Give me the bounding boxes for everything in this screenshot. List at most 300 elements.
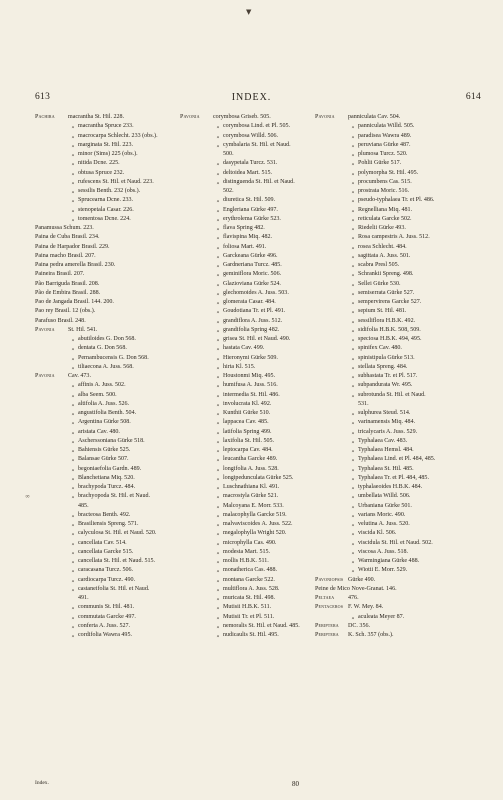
- index-entry: [180, 261, 318, 270]
- ditto-mark: „: [351, 437, 355, 444]
- index-entry: [35, 520, 175, 529]
- ditto-mark: „: [216, 456, 220, 463]
- index-entry: [35, 511, 175, 520]
- margin-mark: ∞: [25, 493, 30, 500]
- genus-heading: Pentaceros: [315, 604, 344, 611]
- entry-text: laxifolia St. Hil. 505.: [223, 437, 275, 444]
- index-entry: [180, 381, 318, 390]
- ditto-mark: „: [71, 567, 75, 574]
- index-entry: [315, 132, 485, 141]
- index-entry: [35, 446, 175, 455]
- index-entry: [315, 585, 485, 594]
- entry-text: Riedelii Gürke 493.: [358, 225, 406, 231]
- ditto-mark: „: [71, 215, 75, 222]
- entry-text: tricalycaris A. Juss. 529.: [358, 428, 418, 435]
- entry-text: cancellata Garcke 515.: [78, 548, 134, 555]
- entry-text: malvaviscoides A. Juss. 522.: [223, 521, 293, 527]
- index-entry: [35, 317, 175, 326]
- entry-text: calyculosa St. Hil. et Naud. 520.: [78, 530, 157, 537]
- index-entry: [180, 178, 318, 187]
- entry-text: hirta Kl. 515.: [223, 363, 256, 370]
- entry-text: K. Sch. 357 (obs.).: [348, 632, 394, 638]
- entry-text: Mutisii Tr. et Pl. 511.: [223, 613, 275, 620]
- index-entry: [35, 344, 175, 353]
- footer-label: Index.: [35, 780, 49, 786]
- entry-text: spinifex Cav. 480.: [358, 345, 402, 352]
- index-entry: [180, 566, 318, 575]
- entry-text: Houstonmi Miq. 495.: [223, 373, 276, 379]
- ditto-mark: „: [216, 326, 220, 333]
- entry-text: spinistipula Gürke 513.: [358, 354, 415, 361]
- index-entry: [315, 446, 485, 455]
- index-entry: [35, 132, 175, 141]
- ditto-mark: „: [351, 234, 355, 241]
- entry-text: grandifolia Spring 482.: [223, 326, 280, 333]
- index-entry: [35, 298, 175, 307]
- ditto-mark: „: [216, 308, 220, 315]
- entry-text: Pao rey Brasil. 12 (obs.).: [35, 308, 96, 315]
- index-entry: [35, 215, 175, 224]
- index-entry: [315, 594, 485, 603]
- ditto-mark: „: [71, 151, 75, 157]
- ditto-mark: „: [216, 622, 220, 629]
- index-entry: [35, 465, 175, 474]
- index-entry: [315, 150, 485, 159]
- ditto-mark: „: [71, 530, 75, 537]
- index-entry: [35, 196, 175, 205]
- entry-text: sidifolia H.B.K. 508, 509.: [358, 326, 421, 333]
- entry-text: hastata Cav. 499.: [223, 345, 265, 352]
- entry-text: subpandurata Wr. 495.: [358, 382, 413, 389]
- entry-text: sempervirens Garcke 527.: [358, 299, 422, 305]
- entry-text: glechomoides A. Juss. 503.: [223, 289, 289, 296]
- entry-text: sulphurea Steud. 514.: [358, 410, 411, 416]
- entry-text: DC. 356.: [348, 622, 371, 629]
- ditto-mark: „: [71, 141, 75, 148]
- ditto-mark: „: [216, 252, 220, 259]
- index-entry: [315, 196, 485, 205]
- index-entry: [315, 206, 485, 215]
- index-entry: [315, 280, 485, 289]
- index-entry: [180, 613, 318, 622]
- index-entry: [315, 474, 485, 483]
- entry-text: Paina de Harpador Brasil. 229.: [35, 243, 110, 250]
- entry-text: macrocarpa Schlecht. 233 (obs.).: [78, 132, 158, 139]
- ditto-mark: „: [216, 225, 220, 231]
- ditto-mark: „: [216, 585, 220, 592]
- ditto-mark: „: [216, 197, 220, 204]
- index-entry: [315, 631, 485, 640]
- entry-text: humifusa A. Juss. 516.: [223, 382, 278, 389]
- entry-text: nitida Dcne. 225.: [78, 160, 120, 167]
- index-entry: [180, 483, 318, 492]
- index-entry: [315, 520, 485, 529]
- ditto-mark: „: [216, 447, 220, 453]
- entry-text: montana Garcke 522.: [223, 576, 275, 583]
- ditto-mark: „: [216, 400, 220, 407]
- ditto-mark: „: [216, 123, 220, 130]
- entry-text: peruviana Gürke 487.: [358, 141, 411, 148]
- index-entry: [35, 289, 175, 298]
- ditto-mark: „: [216, 521, 220, 527]
- entry-text: communis St. Hil. 481.: [78, 604, 135, 611]
- index-entry: [315, 141, 485, 150]
- entry-text: paradisea Wawra 489.: [358, 132, 412, 139]
- ditto-mark: „: [351, 558, 355, 564]
- entry-text: 500.: [223, 151, 234, 157]
- index-entry: [180, 307, 318, 316]
- index-entry: [35, 391, 175, 400]
- entry-text: minor (Sims) 225 (obs.).: [78, 151, 138, 157]
- index-entry: [180, 243, 318, 252]
- ditto-mark: „: [351, 336, 355, 342]
- entry-text: Kunthii Gürke 510.: [223, 410, 271, 416]
- ditto-mark: „: [351, 567, 355, 574]
- ditto-mark: „: [351, 178, 355, 185]
- index-column-1: [35, 113, 175, 640]
- ditto-mark: „: [216, 382, 220, 389]
- entry-text: typhalaeoides H.B.K. 484.: [358, 484, 423, 490]
- index-entry: [315, 465, 485, 474]
- index-entry: [180, 437, 318, 446]
- index-entry: [180, 196, 318, 205]
- entry-text: monatherica Cas. 488.: [223, 567, 278, 574]
- ditto-mark: „: [351, 215, 355, 222]
- index-entry: [35, 548, 175, 557]
- entry-text: erythrolema Gürke 523.: [223, 215, 281, 222]
- entry-text: caracasana Turcz. 506.: [78, 567, 134, 574]
- ditto-mark: „: [71, 178, 75, 185]
- ditto-mark: „: [216, 465, 220, 472]
- index-entry: [180, 298, 318, 307]
- index-entry: [180, 400, 318, 409]
- ditto-mark: „: [216, 271, 220, 278]
- entry-text: St. Hil. 541.: [68, 326, 98, 333]
- entry-text: foliosa Mart. 491.: [223, 243, 267, 250]
- ditto-mark: „: [351, 447, 355, 453]
- ditto-mark: „: [351, 252, 355, 259]
- entry-text: Mutisii H.B.K. 511.: [223, 604, 272, 611]
- index-entry: [180, 159, 318, 168]
- index-entry: [35, 400, 175, 409]
- entry-text: glomerata Casar. 484.: [223, 299, 276, 305]
- ditto-mark: „: [351, 169, 355, 176]
- ditto-mark: „: [351, 419, 355, 426]
- entry-text: Goudotiana Tr. et Pl. 491.: [223, 308, 286, 315]
- ditto-mark: „: [71, 428, 75, 435]
- entry-text: grandiflora A. Juss. 512.: [223, 317, 283, 324]
- index-entry: [35, 437, 175, 446]
- ditto-mark: „: [351, 151, 355, 157]
- entry-text: affinis A. Juss. 502.: [78, 382, 126, 389]
- index-entry: [35, 233, 175, 242]
- entry-text: Urbaniana Gürke 501.: [358, 502, 412, 509]
- ditto-mark: „: [351, 132, 355, 139]
- genus-heading: Periptera: [315, 632, 339, 638]
- index-entry: [315, 576, 485, 585]
- entry-text: pseudo-typhalaea Tr. et Pl. 486.: [358, 197, 435, 204]
- index-entry: [35, 261, 175, 270]
- ditto-mark: „: [351, 511, 355, 518]
- ditto-mark: „: [216, 613, 220, 620]
- entry-text: cordifolia Wawra 495.: [78, 632, 132, 638]
- index-entry: [315, 243, 485, 252]
- ditto-mark: „: [216, 215, 220, 222]
- entry-text: obtusa Spruce 232.: [78, 169, 125, 176]
- genus-heading: Peltaea: [315, 595, 335, 601]
- entry-text: corymbosa Griseb. 505.: [213, 114, 271, 120]
- entry-text: Argentina Gürke 508.: [78, 419, 131, 426]
- index-entry: [315, 483, 485, 492]
- index-entry: [315, 289, 485, 298]
- entry-text: Pão de Embira Brasil. 288.: [35, 289, 101, 296]
- index-entry: [315, 335, 485, 344]
- index-entry: [35, 372, 175, 381]
- index-entry: [180, 539, 318, 548]
- ditto-mark: „: [71, 400, 75, 407]
- index-entry: [315, 261, 485, 270]
- index-entry: [315, 428, 485, 437]
- ditto-mark: „: [71, 447, 75, 453]
- index-entry: [315, 344, 485, 353]
- entry-text: muricata St. Hil. 498.: [223, 595, 276, 601]
- index-entry: [35, 187, 175, 196]
- index-entry: [180, 576, 318, 585]
- genus-heading: Pavonia: [180, 114, 200, 120]
- index-entry: [35, 178, 175, 187]
- ditto-mark: „: [216, 336, 220, 342]
- ditto-mark: „: [351, 363, 355, 370]
- index-entry: [35, 631, 175, 640]
- entry-text: leucantha Garcke 489.: [223, 456, 278, 463]
- index-entry: [180, 529, 318, 538]
- index-entry: [180, 344, 318, 353]
- entry-text: brachypoda Turcz. 484.: [78, 484, 136, 490]
- index-entry: [35, 428, 175, 437]
- entry-text: rosea Schlecht. 484.: [358, 243, 407, 250]
- entry-text: Cav. 473.: [68, 373, 91, 379]
- entry-text: umbellata Willd. 506.: [358, 493, 411, 500]
- entry-text: Engleriana Gürke 497.: [223, 206, 278, 213]
- ditto-mark: „: [351, 243, 355, 250]
- ditto-mark: „: [216, 567, 220, 574]
- index-entry: [315, 224, 485, 233]
- ditto-mark: „: [71, 493, 75, 500]
- entry-text: 491.: [78, 595, 89, 601]
- index-entry: [35, 502, 175, 511]
- index-entry: [315, 566, 485, 575]
- entry-text: speciosa H.B.K. 494, 495.: [358, 336, 422, 342]
- index-entry: [35, 113, 175, 122]
- index-entry: [35, 307, 175, 316]
- index-entry: [35, 613, 175, 622]
- ditto-mark: „: [71, 382, 75, 389]
- entry-text: distinguenda St. Hil. et Naud.: [223, 178, 295, 185]
- page-number-left: 613: [35, 92, 51, 102]
- entry-text: 485.: [78, 502, 89, 509]
- entry-text: flava Spring 482.: [223, 225, 265, 231]
- index-entry: [35, 585, 175, 594]
- index-entry: [180, 502, 318, 511]
- index-entry: [315, 326, 485, 335]
- entry-text: Paina macho Brasil. 207.: [35, 252, 96, 259]
- index-entry: [35, 492, 175, 501]
- ditto-mark: „: [71, 206, 75, 213]
- index-entry: [315, 400, 485, 409]
- ditto-mark: „: [216, 539, 220, 546]
- entry-text: Garckeana Gürke 496.: [223, 252, 278, 259]
- index-entry: [180, 428, 318, 437]
- entry-text: varians Moric. 490.: [358, 511, 406, 518]
- index-entry: [180, 585, 318, 594]
- index-entry: [35, 252, 175, 261]
- entry-text: Warmingiana Gürke 488.: [358, 558, 420, 564]
- entry-text: Pohlii Gürke 517.: [358, 160, 402, 167]
- ditto-mark: „: [351, 188, 355, 194]
- entry-text: cymbalaria St. Hil. et Naud.: [223, 141, 291, 148]
- entry-text: conferta A. Juss. 527.: [78, 622, 131, 629]
- ditto-mark: „: [216, 576, 220, 583]
- ditto-mark: „: [216, 280, 220, 287]
- entry-text: intermedia St. Hil. 486.: [223, 391, 280, 398]
- entry-text: Peine de Mico Nove-Granat. 146.: [315, 585, 397, 592]
- entry-text: lappacea Cav. 485.: [223, 419, 269, 426]
- entry-text: sagittata A. Juss. 501.: [358, 252, 411, 259]
- ditto-mark: „: [216, 428, 220, 435]
- entry-text: Paina pedra amerella Brasil. 230.: [35, 262, 116, 268]
- entry-text: Schrankii Spreng. 498.: [358, 271, 414, 278]
- index-entry: [180, 548, 318, 557]
- index-entry: [180, 622, 318, 631]
- ditto-mark: „: [216, 484, 220, 490]
- index-entry: [315, 307, 485, 316]
- index-entry: [180, 187, 318, 196]
- ditto-mark: „: [71, 521, 75, 527]
- entry-text: velutina A. Juss. 520.: [358, 521, 410, 527]
- ditto-mark: „: [71, 558, 75, 564]
- ditto-mark: „: [351, 289, 355, 296]
- ditto-mark: „: [351, 123, 355, 130]
- index-entry: [315, 298, 485, 307]
- ditto-mark: „: [71, 345, 75, 352]
- index-entry: [180, 150, 318, 159]
- ditto-mark: „: [351, 484, 355, 490]
- ditto-mark: „: [351, 326, 355, 333]
- index-column-2: [180, 113, 318, 640]
- index-entry: [35, 483, 175, 492]
- index-entry: [180, 391, 318, 400]
- ditto-mark: „: [351, 465, 355, 472]
- ditto-mark: „: [351, 410, 355, 416]
- entry-text: reticulata Garcke 502.: [358, 215, 412, 222]
- entry-text: F. W. Mey. 84.: [348, 604, 384, 611]
- ditto-mark: „: [216, 299, 220, 305]
- ditto-mark: „: [216, 169, 220, 176]
- index-entry: [35, 566, 175, 575]
- entry-text: tiliaecona A. Juss. 568.: [78, 363, 134, 370]
- index-entry: [35, 354, 175, 363]
- entry-text: macrantha St. Hil. 228.: [68, 114, 125, 120]
- entry-text: 502.: [223, 188, 234, 194]
- entry-text: flavispina Miq. 482.: [223, 234, 273, 241]
- ditto-mark: „: [71, 437, 75, 444]
- index-entry: [180, 122, 318, 131]
- index-entry: [35, 159, 175, 168]
- ditto-mark: „: [351, 428, 355, 435]
- ditto-mark: „: [351, 317, 355, 324]
- ditto-mark: „: [71, 197, 75, 204]
- entry-text: dasypetala Turcz. 531.: [223, 160, 278, 167]
- index-entry: [35, 594, 175, 603]
- index-entry: [35, 206, 175, 215]
- ditto-mark: „: [216, 317, 220, 324]
- ditto-mark: „: [351, 456, 355, 463]
- index-entry: [180, 233, 318, 242]
- ditto-mark: „: [351, 345, 355, 352]
- entry-text: Panamussa Schum. 223.: [35, 225, 94, 231]
- ditto-mark: „: [351, 354, 355, 361]
- ditto-mark: „: [216, 141, 220, 148]
- ditto-mark: „: [71, 132, 75, 139]
- index-entry: [35, 576, 175, 585]
- entry-text: Sellei Gürke 530.: [358, 280, 401, 287]
- entry-text: scabra Presl 505.: [358, 262, 400, 268]
- ditto-mark: „: [71, 576, 75, 583]
- ditto-mark: „: [71, 465, 75, 472]
- index-entry: [180, 511, 318, 520]
- entry-text: Sprucearna Dcne. 233.: [78, 197, 134, 204]
- ditto-mark: „: [351, 299, 355, 305]
- index-entry: [315, 252, 485, 261]
- entry-text: viscidula St. Hil. et Naud. 502.: [358, 539, 433, 546]
- index-entry: [35, 280, 175, 289]
- entry-text: viscosa A. Juss. 518.: [358, 548, 409, 555]
- printer-signature: 80: [292, 780, 299, 788]
- ditto-mark: „: [71, 484, 75, 490]
- entry-text: plumosa Turcz. 520.: [358, 151, 408, 157]
- index-entry: [315, 613, 485, 622]
- ditto-mark: „: [71, 123, 75, 130]
- ditto-mark: „: [216, 345, 220, 352]
- ditto-mark: „: [351, 530, 355, 537]
- entry-text: abutiloides G. Don 568.: [78, 336, 136, 342]
- entry-text: leptocarpa Cav. 484.: [223, 447, 273, 453]
- index-entry: [315, 492, 485, 501]
- index-entry: [180, 455, 318, 464]
- index-entry: [315, 169, 485, 178]
- index-entry: [315, 409, 485, 418]
- top-bookmark-mark: ▼: [246, 8, 252, 16]
- ditto-mark: „: [351, 308, 355, 315]
- index-entry: [315, 215, 485, 224]
- ditto-mark: „: [216, 604, 220, 611]
- entry-text: bracteosa Benth. 492.: [78, 511, 131, 518]
- index-entry: [180, 113, 318, 122]
- ditto-mark: „: [216, 289, 220, 296]
- ditto-mark: „: [351, 502, 355, 509]
- entry-text: stenopetala Casar. 226.: [78, 206, 134, 213]
- index-entry: [315, 557, 485, 566]
- genus-heading: Pavoniopsis: [315, 576, 344, 583]
- index-entry: [180, 418, 318, 427]
- page-number-right: 614: [465, 92, 481, 102]
- index-entry: [180, 270, 318, 279]
- ditto-mark: „: [351, 548, 355, 555]
- entry-text: Blanchetiana Miq. 520.: [78, 474, 135, 481]
- ditto-mark: „: [351, 521, 355, 527]
- index-entry: [315, 317, 485, 326]
- ditto-mark: „: [71, 410, 75, 416]
